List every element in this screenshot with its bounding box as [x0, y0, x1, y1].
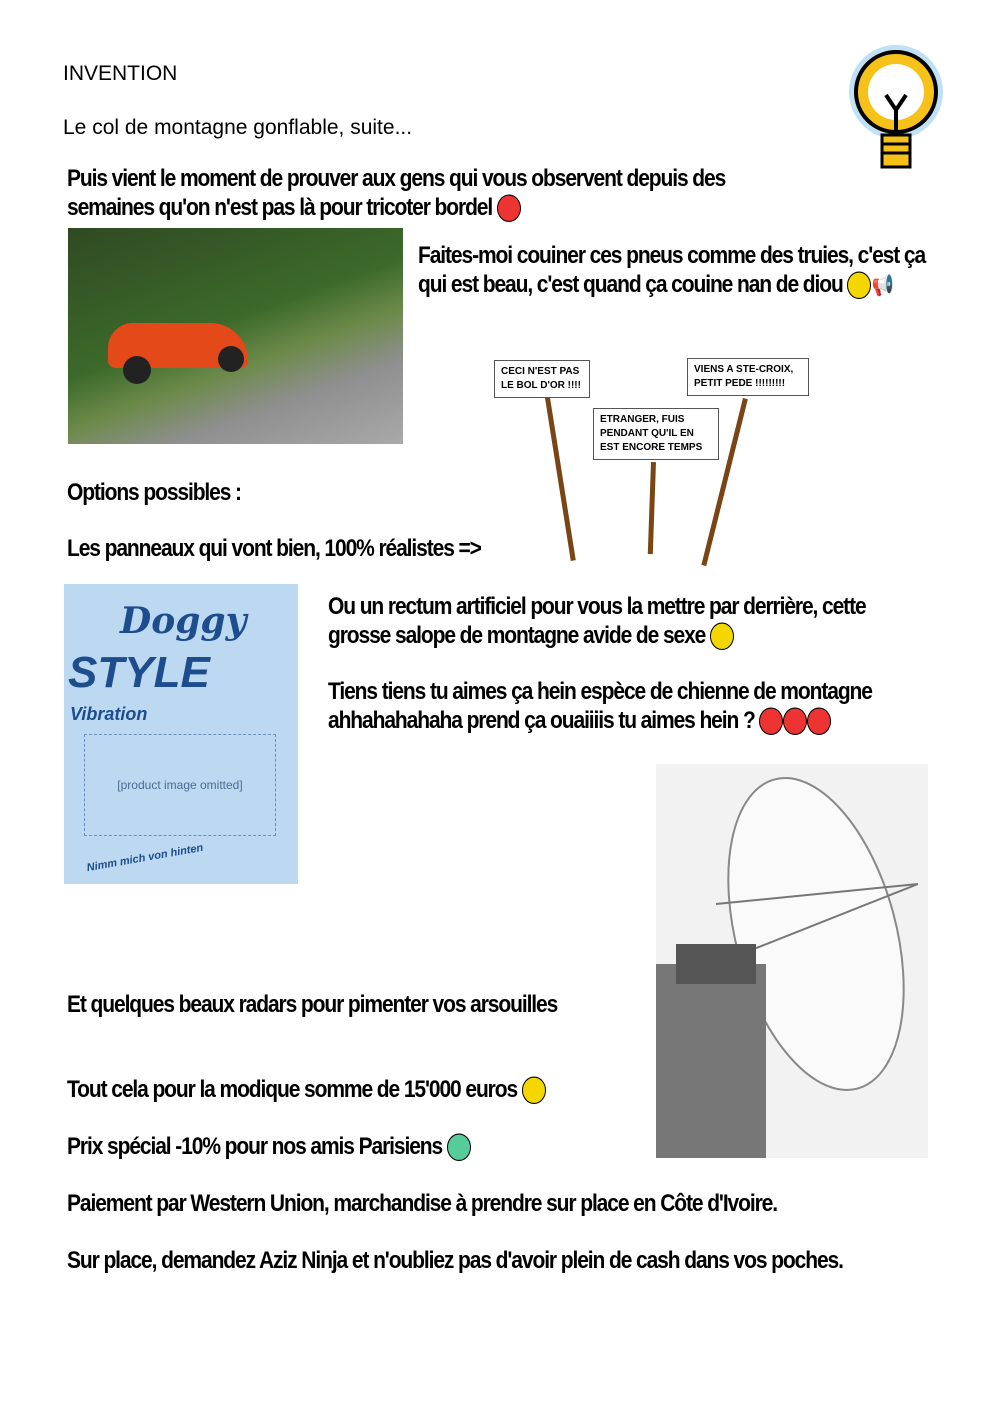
- sign-text: ETRANGER, FUIS: [600, 414, 685, 425]
- lightbulb-logo-icon: [846, 40, 946, 185]
- options-heading: Options possibles :: [67, 479, 241, 506]
- devil-smiley-icon: [783, 708, 807, 736]
- paragraph-2-line-2: [418, 268, 893, 303]
- hat-smiley-icon: [522, 1077, 546, 1105]
- sign-bol-dor: [494, 360, 590, 398]
- special-price-label: Prix spécial -10% pour nos amis Parisiens: [67, 1133, 443, 1160]
- special-price-text: [67, 1130, 471, 1163]
- sign-text: LE BOL D'OR !!!!: [501, 380, 581, 391]
- page-title: INVENTION: [63, 62, 178, 85]
- price-text: [67, 1073, 546, 1106]
- devil-smiley-icon: [497, 195, 521, 223]
- angel-smiley-icon: [447, 1134, 471, 1162]
- paragraph-4-line-1: Tiens tiens tu aimes ça hein espèce de chienne de montagne: [328, 678, 872, 705]
- product-brand: Doggy: [120, 600, 247, 642]
- payment-text: Paiement par Western Union, marchandise à prendre sur place en Côte d'Ivoire.: [67, 1190, 777, 1217]
- paragraph-3-line-1: Ou un rectum artificiel pour vous la mettre par derrière, cette: [328, 593, 866, 620]
- sign-text: CECI N'EST PAS: [501, 366, 580, 377]
- sign-text: EST ENCORE TEMPS: [600, 442, 703, 453]
- radars-text: Et quelques beaux radars pour pimenter vos arsouilles: [67, 991, 558, 1018]
- image-omitted-note: [product image omitted]: [84, 734, 276, 836]
- sign-pole: [545, 397, 576, 561]
- product-type: Vibration: [70, 704, 148, 724]
- paragraph-1-line-2: [67, 191, 521, 224]
- paragraph-3-line-2: [328, 619, 734, 652]
- megaphone-icon: 📢: [871, 273, 893, 297]
- sign-ste-croix: [687, 358, 809, 396]
- paragraph-4-line-2-text: ahhahahahaha prend ça ouaiiiis tu aimes hein ?: [328, 707, 755, 734]
- sign-text: VIENS A STE-CROIX,: [694, 364, 794, 375]
- paragraph-1-line-1: Puis vient le moment de prouver aux gens qui vous observent depuis des: [67, 165, 726, 192]
- heart-eyes-smiley-icon: [710, 623, 734, 651]
- radar-dish-photo: [656, 764, 928, 1158]
- paragraph-4-line-2: [328, 704, 831, 737]
- page-subtitle: Le col de montagne gonflable, suite...: [63, 116, 413, 139]
- devil-smiley-icon: [759, 708, 783, 736]
- paragraph-2-line-1: Faites-moi couiner ces pneus comme des truies, c'est ça: [418, 242, 926, 269]
- sign-etranger: [593, 408, 719, 460]
- onsite-text: Sur place, demandez Aziz Ninja et n'oubliez pas d'avoir plein de cash dans vos poches.: [67, 1247, 843, 1274]
- product-box-image: [64, 584, 298, 884]
- sports-car-photo: [68, 228, 403, 444]
- paragraph-3-line-2-text: grosse salope de montagne avide de sexe: [328, 622, 706, 649]
- sign-text: PETIT PEDE !!!!!!!!!: [694, 378, 786, 389]
- paragraph-1-line-2-text: semaines qu'on n'est pas là pour tricoter bordel: [67, 194, 493, 221]
- devil-smiley-icon: [807, 708, 831, 736]
- panneaux-text: Les panneaux qui vont bien, 100% réalistes =>: [67, 535, 481, 562]
- sign-pole: [648, 462, 656, 554]
- product-name: STYLE: [68, 648, 210, 697]
- paragraph-2-line-2-text: qui est beau, c'est quand ça couine nan de diou: [418, 271, 843, 298]
- sign-text: PENDANT QU'IL EN: [600, 428, 694, 439]
- product-tagline: Nimm mich von hinten: [85, 841, 205, 875]
- price-text-label: Tout cela pour la modique somme de 15'000 euros: [67, 1076, 518, 1103]
- pacman-smiley-icon: [847, 272, 871, 300]
